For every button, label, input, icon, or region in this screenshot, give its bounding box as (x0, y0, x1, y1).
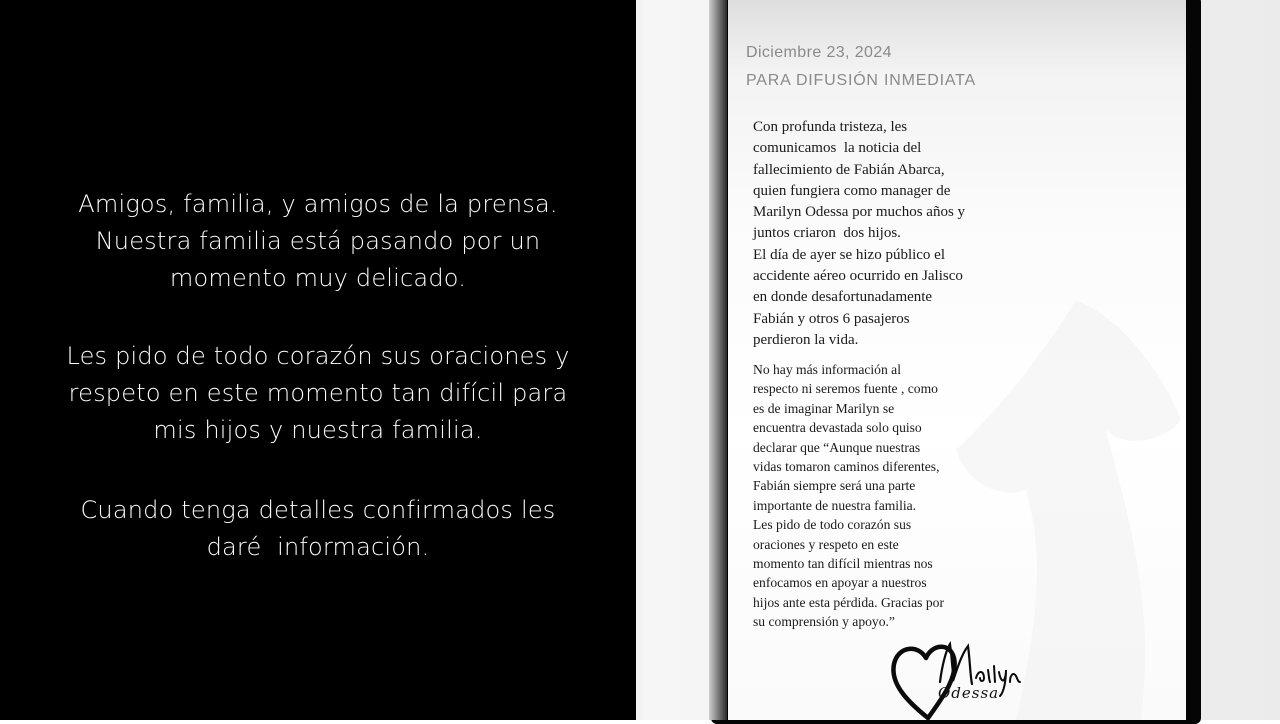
story-line: daré información. (206, 533, 430, 561)
story-line: mis hijos y nuestra familia. (153, 416, 483, 444)
signature-surname: Odessa (938, 684, 1000, 702)
letter-line: perdieron la vida. (753, 331, 859, 348)
letter-line: No hay más información al (753, 362, 901, 377)
heart-signature-icon (888, 636, 1038, 720)
letter-line: comunicamos la noticia del (753, 140, 922, 157)
letter-line: enfocamos en apoyar a nuestros (753, 575, 927, 591)
letter-line: El día de ayer se hizo público el (753, 246, 946, 263)
letter-line: su comprensión y apoyo.” (753, 614, 895, 630)
letter-line: en donde desafortunadamente (753, 289, 933, 306)
letter-release-heading: PARA DIFUSIÓN INMEDIATA (746, 72, 976, 89)
letter-line: momento tan difícil mientras nos (753, 556, 933, 572)
story-line: Les pido de todo corazón sus oraciones y (66, 342, 570, 370)
story-line: respeto en este momento tan difícil para (68, 379, 568, 407)
letter-line: accidente aéreo ocurrido en Jalisco (753, 268, 963, 285)
letter-line: fallecimiento de Fabián Abarca, (753, 161, 945, 178)
letter-line: Fabián y otros 6 pasajeros (753, 310, 910, 327)
letter-line: Marilyn Odessa por muchos años y (753, 204, 966, 221)
phone-edge (709, 0, 727, 720)
story-line: Cuando tenga detalles confirmados les (80, 496, 556, 524)
letter-line: importante de nuestra familia. (753, 497, 917, 513)
story-line: momento muy delicado. (169, 264, 467, 292)
letter-body-paragraph-2 (753, 360, 944, 632)
letter-date: Diciembre 23, 2024 (746, 44, 892, 61)
letter-line: hijos ante esta pérdida. Gracias por (753, 594, 944, 610)
story-paragraph-2 (0, 338, 636, 449)
story-line: Amigos, familia, y amigos de la prensa. (78, 190, 558, 218)
letter-line: Les pido de todo corazón sus (753, 517, 912, 533)
letter-body-paragraph-1 (753, 117, 965, 351)
panel-divider (636, 0, 643, 720)
letter-line: Con profunda tristeza, les (753, 119, 908, 135)
letter-line: vidas tomaron caminos diferentes, (753, 459, 940, 475)
letter-line: respecto ni seremos fuente , como (753, 381, 938, 397)
story-paragraph-3 (0, 492, 636, 566)
story-line: Nuestra familia está pasando por un (95, 227, 541, 255)
letter-line: quien fungiera como manager de (753, 182, 951, 199)
story-text-panel (0, 0, 636, 720)
letter-line: juntos criaron dos hijos. (753, 225, 901, 242)
letter-line: es de imaginar Marilyn se (753, 400, 895, 416)
letter-line: declarar que “Aunque nuestras (753, 439, 921, 455)
letter-panel (643, 0, 1280, 720)
letter-line: Fabián siempre será una parte (753, 478, 916, 494)
letter-line: oraciones y respeto en este (753, 536, 899, 552)
letter-line: encuentra devastada solo quiso (753, 420, 922, 436)
signature (888, 636, 1038, 720)
story-paragraph-1 (0, 186, 636, 297)
